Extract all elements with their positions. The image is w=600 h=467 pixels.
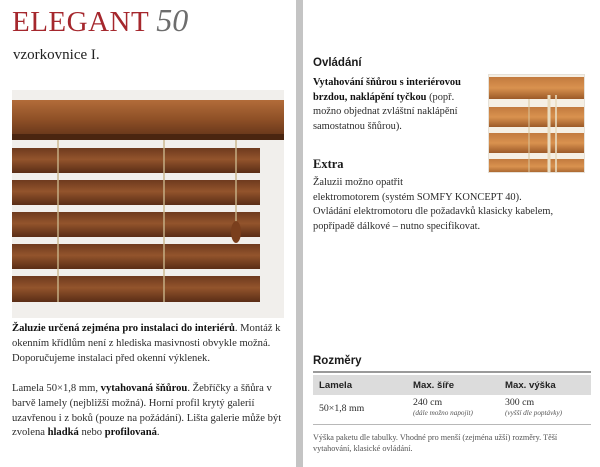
emphasis-text: Žaluzie určená zejména pro instalaci do interiérů — [12, 323, 235, 334]
column-divider — [296, 0, 303, 467]
cell-max-sire-note: (dále možno napojit) — [413, 409, 473, 417]
ovladani-text — [313, 76, 481, 134]
text-run: (popř. možno objednat zvláštní naklápění samostatnou šňůrou). — [313, 91, 458, 132]
col-header-max-vyska: Max. výška — [505, 379, 556, 391]
table-row — [313, 395, 591, 425]
col-header-lamela: Lamela — [319, 379, 353, 391]
cell-lamela: 50×1,8 mm — [319, 403, 365, 414]
description-paragraph-1 — [12, 322, 290, 366]
cord-pull — [231, 221, 241, 243]
emphasis-text: profilovaná — [104, 427, 157, 439]
control-detail-photo — [488, 74, 585, 173]
table-footnote: Výška paketu dle tabulky. Vhodné pro menší (zejména užší) rozměry. Těší vytahování, klasické ovládání. — [313, 433, 558, 453]
blind-slats — [12, 148, 260, 302]
heading-extra: Extra — [313, 157, 344, 171]
blind-photo — [12, 90, 284, 318]
cell-max-vyska-note: (vyšší dle poptávky) — [505, 409, 563, 417]
extra-line: elektromotorem (systém SOMFY KONCEPT 40). — [313, 191, 522, 203]
text-run: . Žebříčky a šňůra v barvě lamely (nejbližší možná). Horní profil krytý galerií uzavřenou i z boků (pouze na požádání). Lišta galerie může být zvolena — [12, 383, 282, 439]
right-column — [303, 0, 600, 467]
table-header-row — [313, 375, 591, 395]
extra-text — [313, 176, 597, 234]
table-top-rule — [313, 371, 591, 373]
cell-max-vyska: 300 cm — [505, 397, 535, 408]
subtitle: vzorkovnice I. — [13, 47, 100, 63]
left-column — [0, 0, 296, 467]
brand-name: ELEGANT — [12, 6, 150, 38]
text-run: Lamela 50×1,8 mm, — [12, 383, 101, 394]
extra-line: Žaluzii možno opatřit — [313, 177, 404, 188]
heading-rozmery: Rozměry — [313, 355, 362, 367]
heading-ovladani: Ovládání — [313, 57, 362, 69]
emphasis-text: vytahovaná šňůrou — [100, 383, 188, 394]
extra-line: Ovládání elektromotoru dle požadavků klasicky kabelem, — [313, 206, 554, 218]
dimensions-table — [313, 375, 591, 425]
control-detail-illustration — [489, 75, 585, 173]
text-run: . — [156, 427, 160, 439]
emphasis-text: Vytahování šňůrou s interiérovou brzdou, naklápění tyčkou — [313, 77, 461, 103]
col-header-max-sire: Max. šíře — [413, 379, 455, 391]
description-paragraph-2 — [12, 382, 290, 441]
cell-max-sire: 240 cm — [413, 397, 443, 408]
text-run: nebo — [78, 427, 105, 439]
emphasis-text: hladká — [47, 427, 79, 439]
brand-number: 50 — [156, 2, 189, 38]
product-title — [12, 2, 188, 39]
wooden-blind-illustration — [12, 90, 284, 318]
extra-line: popřípadě dálkové – nutno specifikovat. — [313, 220, 481, 232]
text-run: . Montáž k okenním křídlům není z hlediska masivnosti obvykle možná. Doporučujeme instalaci před okenní výklenek. — [12, 323, 281, 364]
